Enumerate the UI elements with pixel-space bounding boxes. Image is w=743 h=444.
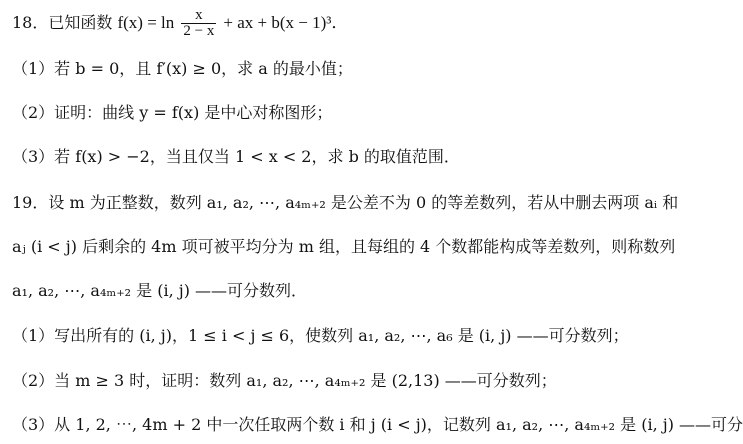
- q19-line1: 19．设 m 为正整数，数列 a₁, a₂, ⋯, a₄ₘ₊₂ 是公差不为 0 的等差数列，若从中删去两项 aᵢ 和: [12, 193, 679, 212]
- q18-title: 18．已知函数: [12, 13, 113, 32]
- q19-part1: （1）写出所有的 (i, j)，1 ≤ i < j ≤ 6，使数列 a₁, a₂, ⋯, a₆ 是 (i, j) ——可分数列；: [12, 326, 629, 345]
- q18-part3: （3）若 f(x) > −2，当且仅当 1 < x < 2，求 b 的取值范围．: [12, 147, 460, 166]
- q18-title-line: [12, 8, 348, 39]
- q18-part1: （1）若 b = 0，且 f′(x) ≥ 0，求 a 的最小值；: [12, 59, 353, 78]
- q18-fraction: [181, 8, 216, 39]
- q18-frac-numerator: x: [195, 7, 203, 23]
- q18-part2: （2）证明：曲线 y = f(x) 是中心对称图形；: [12, 103, 333, 122]
- q19-part3: （3）从 1, 2, ⋯, 4m + 2 中一次任取两个数 i 和 j (i < j)，记数列 a₁, a₂, ⋯, a₄ₘ₊₂ 是 (i, j) ——可分: [12, 415, 743, 434]
- q18-formula-b: + ax + b(x − 1)³．: [223, 13, 349, 32]
- q18-frac-denominator: 2 − x: [183, 23, 215, 39]
- q18-formula-a: f(x) = ln: [117, 13, 175, 32]
- q19-line3: a₁, a₂, ⋯, a₄ₘ₊₂ 是 (i, j) ——可分数列．: [12, 281, 308, 300]
- q19-line2: aⱼ (i < j) 后剩余的 4m 项可被平均分为 m 组，且每组的 4 个数都能构成等差数列，则称数列: [12, 237, 676, 256]
- q19-part2: （2）当 m ≥ 3 时，证明：数列 a₁, a₂, ⋯, a₄ₘ₊₂ 是 (2,13) ——可分数列；: [12, 371, 557, 390]
